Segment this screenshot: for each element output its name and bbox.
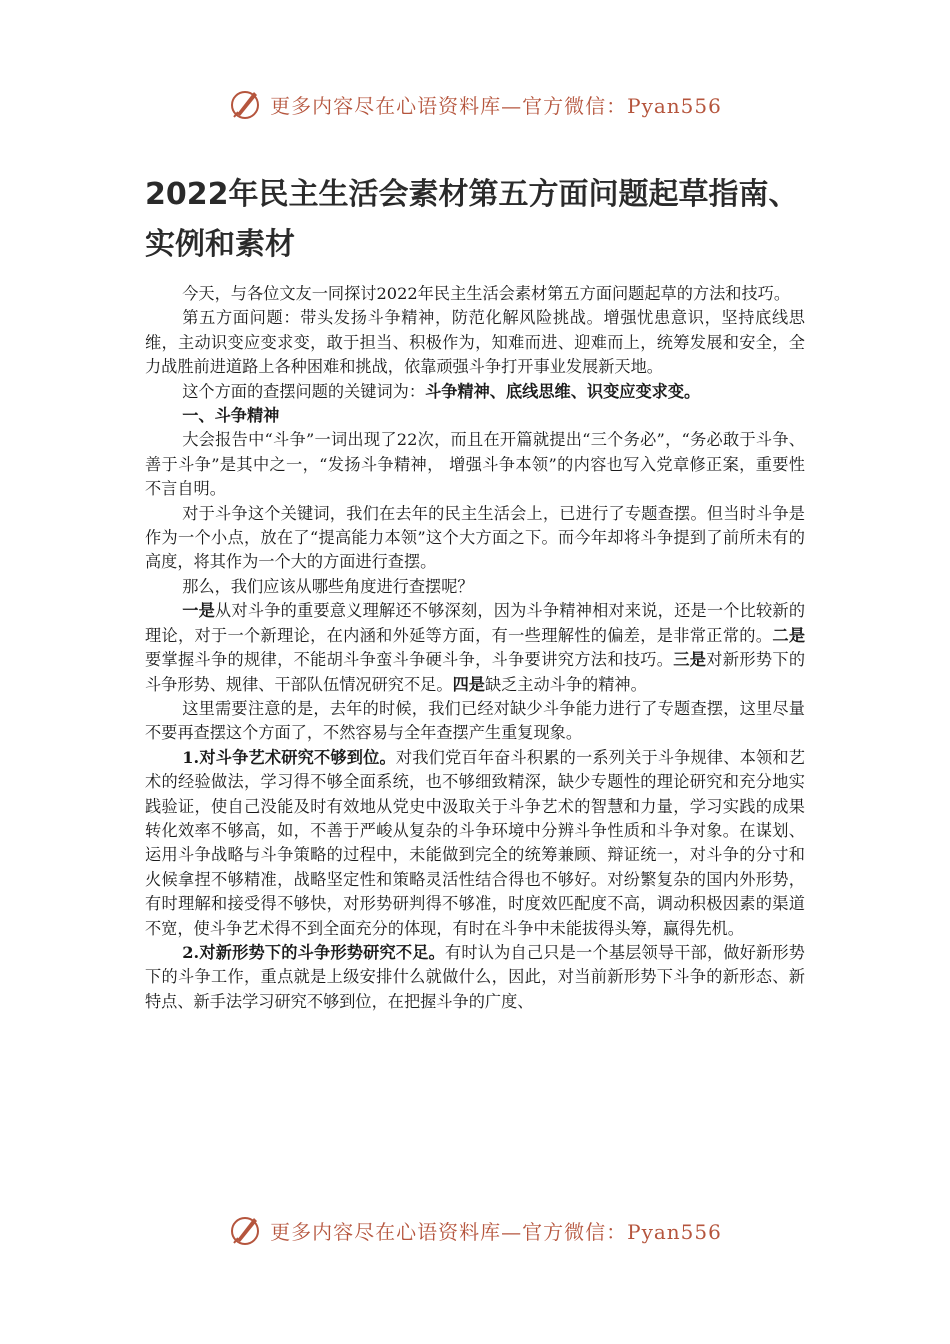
bold-marker: 一是	[182, 601, 216, 621]
text-run: 从对斗争的重要意义理解还不够深刻，因为斗争精神相对来说，还是一个比较新的理论，对于一个新理论，在内涵和外延等方面，有一些理解性的偏差，是非常正常的。	[145, 601, 806, 645]
text-run: 要掌握斗争的规律，不能胡斗争蛮斗争硬斗争，斗争要讲究方法和技巧。	[145, 650, 674, 670]
bold-marker: 三是	[673, 650, 707, 670]
text-run: 对我们党百年奋斗积累的一系列关于斗争规律、本领和艺术的经验做法，学习得不够全面系统，也不够细致精深，缺少专题性的理论研究和充分地实践验证，使自己没能及时有效地从党史中汲取关于斗争艺术的智慧和力量，学习实践的成果转化效率不够高，如，不善于严峻从复杂的斗争环境中分辨斗争性质和斗争对象。在谋划、运用斗争战略与斗争策略的过程中，未能做到完全的统筹兼顾、辩证统一，对斗争的分寸和火候拿捏不够精准，战略坚定性和策略灵活性结合得也不够好。对纷繁复杂的国内外形势，有时理解和接受得不够快，对形势研判得不够准，时度效匹配度不高，调动积极因素的渠道不宽，使斗争艺术得不到全面充分的体现，有时在斗争中未能拔得头筹，赢得先机。	[145, 747, 805, 938]
text-run: 有时认为自己只是一个基层领导干部，做好新形势下的斗争工作，重点就是上级安排什么就做什么，因此，对当前新形势下斗争的新形态、新特点、新手法学习研究不够到位，在把握斗争的广度、	[145, 942, 805, 1011]
keywords: 斗争精神、底线思维、识变应变求变。	[425, 381, 701, 401]
subheading: 2.对新形势下的斗争形势研究不足。	[182, 942, 445, 962]
paragraph: 这里需要注意的是，去年的时候，我们已经对缺少斗争能力进行了专题查摆，这里尽量不要再查摆这个方面了，不然容易与全年查摆产生重复现象。	[145, 698, 805, 743]
text-run: 缺乏主动斗争的精神。	[484, 674, 647, 694]
section-heading: 一、斗争精神	[182, 406, 280, 426]
header-banner	[0, 84, 950, 124]
banner-text: 更多内容尽在心语资料库—官方微信：Pyan556	[270, 1219, 722, 1244]
paragraph: 第五方面问题：带头发扬斗争精神，防范化解风险挑战。增强忧患意识，坚持底线思维，主动识变应变求变，敢于担当、积极作为，知难而进、迎难而上，统筹发展和安全，全力战胜前进道路上各种困难和挑战，依靠顽强斗争打开事业发展新天地。	[145, 308, 805, 377]
paragraph	[145, 380, 805, 404]
article-body	[145, 282, 805, 1014]
paragraph	[145, 746, 805, 941]
page-title: 2022年民主生活会素材第五方面问题起草指南、实例和素材	[145, 177, 799, 262]
text-run: 对新形势下的斗争形势、规律、干部队伍情况研究不足。	[145, 650, 806, 694]
paragraph	[145, 941, 805, 1014]
banner-text: 更多内容尽在心语资料库—官方微信：Pyan556	[270, 93, 722, 118]
paragraph: 那么，我们应该从哪些角度进行查摆呢？	[182, 576, 474, 596]
text-run: 这个方面的查摆问题的关键词为：	[182, 381, 426, 401]
paragraph: 今天，与各位文友一同探讨2022年民主生活会素材第五方面问题起草的方法和技巧。	[182, 284, 791, 303]
footer-banner	[0, 1210, 950, 1250]
bold-marker: 四是	[452, 674, 485, 694]
subheading: 1.对斗争艺术研究不够到位。	[182, 747, 396, 767]
paragraph	[145, 599, 805, 697]
bold-marker: 二是	[772, 625, 806, 645]
paragraph: 对于斗争这个关键词，我们在去年的民主生活会上，已进行了专题查摆。但当时斗争是作为一个小点，放在了“提高能力本领”这个大方面之下。而今年却将斗争提到了前所未有的高度，将其作为一个大的方面进行查摆。	[145, 503, 805, 572]
quill-logo-icon	[228, 1212, 264, 1248]
paragraph: 大会报告中“斗争”一词出现了22次，而且在开篇就提出“三个务必”，“务必敢于斗争、善于斗争”是其中之一，“发扬斗争精神， 增强斗争本领”的内容也写入党章修正案，重要性不言自明。	[145, 430, 805, 499]
quill-logo-icon	[228, 86, 264, 122]
